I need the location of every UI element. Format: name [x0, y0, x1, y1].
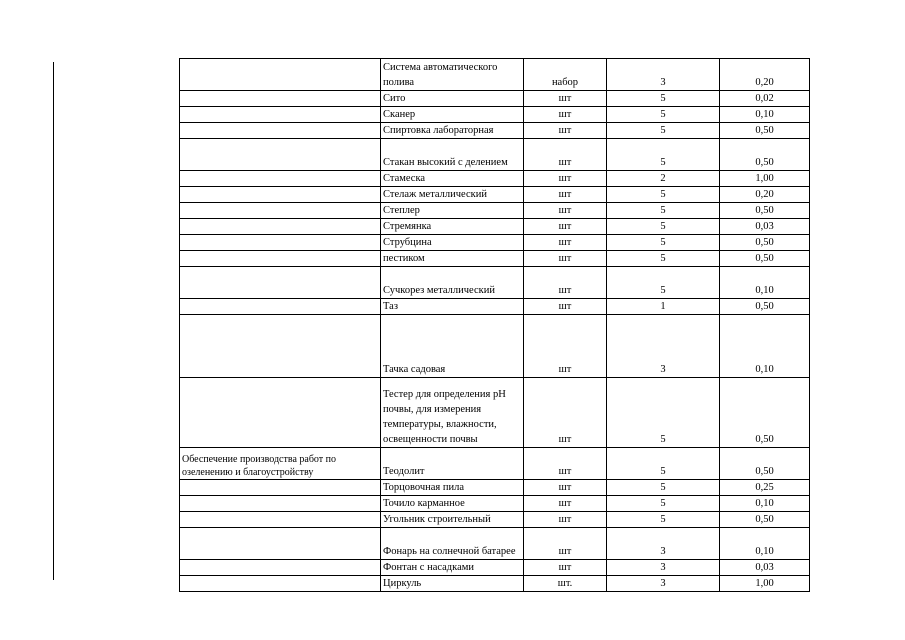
- unit-cell: шт: [524, 123, 607, 139]
- item-name-cell: Сучкорез металлический: [381, 267, 524, 299]
- item-name-cell: Сито: [381, 91, 524, 107]
- inventory-table-body: [180, 59, 810, 592]
- table-row: [180, 512, 810, 528]
- table-row: [180, 59, 810, 91]
- section-cell: [180, 560, 381, 576]
- norm-cell: 0,03: [720, 219, 810, 235]
- quantity-cell: 5: [607, 107, 720, 123]
- unit-cell: шт: [524, 448, 607, 480]
- norm-cell: 0,25: [720, 480, 810, 496]
- norm-cell: 0,50: [720, 299, 810, 315]
- item-name-cell: Стремянка: [381, 219, 524, 235]
- section-cell: Обеспечение производства работ по озеленению и благоустройству: [180, 448, 381, 480]
- quantity-cell: 5: [607, 139, 720, 171]
- norm-cell: 0,10: [720, 315, 810, 378]
- norm-cell: 0,20: [720, 187, 810, 203]
- quantity-cell: 5: [607, 378, 720, 448]
- item-name-cell: Точило карманное: [381, 496, 524, 512]
- section-cell: [180, 576, 381, 592]
- table-row: [180, 203, 810, 219]
- quantity-cell: 3: [607, 560, 720, 576]
- item-name-cell: Таз: [381, 299, 524, 315]
- item-name-cell: Стамеска: [381, 171, 524, 187]
- unit-cell: шт: [524, 203, 607, 219]
- table-row: [180, 91, 810, 107]
- table-row: [180, 139, 810, 171]
- section-cell: [180, 267, 381, 299]
- norm-cell: 0,50: [720, 251, 810, 267]
- section-cell: [180, 251, 381, 267]
- item-name-cell: Степлер: [381, 203, 524, 219]
- unit-cell: шт: [524, 528, 607, 560]
- norm-cell: 0,50: [720, 123, 810, 139]
- quantity-cell: 2: [607, 171, 720, 187]
- section-cell: [180, 315, 381, 378]
- unit-cell: шт: [524, 219, 607, 235]
- quantity-cell: 3: [607, 576, 720, 592]
- norm-cell: 0,10: [720, 496, 810, 512]
- quantity-cell: 5: [607, 251, 720, 267]
- unit-cell: шт: [524, 512, 607, 528]
- section-cell: [180, 107, 381, 123]
- item-name-cell: Сканер: [381, 107, 524, 123]
- unit-cell: шт: [524, 187, 607, 203]
- norm-cell: 0,50: [720, 512, 810, 528]
- norm-cell: 1,00: [720, 576, 810, 592]
- table-row: [180, 560, 810, 576]
- section-cell: [180, 219, 381, 235]
- item-name-cell: Стакан высокий с делением: [381, 139, 524, 171]
- quantity-cell: 5: [607, 91, 720, 107]
- table-row: [180, 480, 810, 496]
- norm-cell: 0,50: [720, 203, 810, 219]
- unit-cell: шт: [524, 251, 607, 267]
- norm-cell: 0,03: [720, 560, 810, 576]
- table-row: [180, 219, 810, 235]
- norm-cell: 1,00: [720, 171, 810, 187]
- inventory-table: [179, 58, 810, 592]
- quantity-cell: 3: [607, 315, 720, 378]
- item-name-cell: Торцовочная пила: [381, 480, 524, 496]
- unit-cell: набор: [524, 59, 607, 91]
- table-row: [180, 299, 810, 315]
- quantity-cell: 5: [607, 219, 720, 235]
- table-row: [180, 448, 810, 480]
- table-row: [180, 576, 810, 592]
- table-row: [180, 496, 810, 512]
- table-row: [180, 107, 810, 123]
- section-cell: [180, 187, 381, 203]
- quantity-cell: 5: [607, 512, 720, 528]
- unit-cell: шт.: [524, 576, 607, 592]
- item-name-cell: пестиком: [381, 251, 524, 267]
- norm-cell: 0,50: [720, 448, 810, 480]
- unit-cell: шт: [524, 315, 607, 378]
- unit-cell: шт: [524, 378, 607, 448]
- section-cell: [180, 203, 381, 219]
- section-cell: [180, 480, 381, 496]
- norm-cell: 0,20: [720, 59, 810, 91]
- section-cell: [180, 528, 381, 560]
- table-row: [180, 235, 810, 251]
- norm-cell: 0,10: [720, 107, 810, 123]
- unit-cell: шт: [524, 299, 607, 315]
- table-row: [180, 378, 810, 448]
- section-cell: [180, 512, 381, 528]
- quantity-cell: 3: [607, 528, 720, 560]
- unit-cell: шт: [524, 235, 607, 251]
- unit-cell: шт: [524, 139, 607, 171]
- section-cell: [180, 123, 381, 139]
- table-row: [180, 528, 810, 560]
- item-name-cell: Тачка садовая: [381, 315, 524, 378]
- norm-cell: 0,50: [720, 235, 810, 251]
- item-name-cell: Циркуль: [381, 576, 524, 592]
- norm-cell: 0,10: [720, 528, 810, 560]
- item-name-cell: Струбцина: [381, 235, 524, 251]
- section-cell: [180, 496, 381, 512]
- item-name-cell: Теодолит: [381, 448, 524, 480]
- table-row: [180, 315, 810, 378]
- section-cell: [180, 59, 381, 91]
- unit-cell: шт: [524, 480, 607, 496]
- quantity-cell: 3: [607, 59, 720, 91]
- quantity-cell: 5: [607, 123, 720, 139]
- table-row: [180, 171, 810, 187]
- table-row: [180, 123, 810, 139]
- section-cell: [180, 139, 381, 171]
- unit-cell: шт: [524, 171, 607, 187]
- unit-cell: шт: [524, 267, 607, 299]
- quantity-cell: 5: [607, 187, 720, 203]
- quantity-cell: 5: [607, 235, 720, 251]
- norm-cell: 0,50: [720, 139, 810, 171]
- quantity-cell: 1: [607, 299, 720, 315]
- table-row: [180, 187, 810, 203]
- section-cell: [180, 235, 381, 251]
- page-margin-line: [53, 62, 54, 580]
- quantity-cell: 5: [607, 267, 720, 299]
- item-name-cell: Система автоматического полива: [381, 59, 524, 91]
- section-cell: [180, 378, 381, 448]
- item-name-cell: Угольник строительный: [381, 512, 524, 528]
- unit-cell: шт: [524, 91, 607, 107]
- quantity-cell: 5: [607, 496, 720, 512]
- norm-cell: 0,50: [720, 378, 810, 448]
- quantity-cell: 5: [607, 480, 720, 496]
- section-cell: [180, 299, 381, 315]
- norm-cell: 0,10: [720, 267, 810, 299]
- table-row: [180, 267, 810, 299]
- item-name-cell: Спиртовка лабораторная: [381, 123, 524, 139]
- unit-cell: шт: [524, 107, 607, 123]
- norm-cell: 0,02: [720, 91, 810, 107]
- quantity-cell: 5: [607, 203, 720, 219]
- item-name-cell: Фонарь на солнечной батарее: [381, 528, 524, 560]
- quantity-cell: 5: [607, 448, 720, 480]
- item-name-cell: Фонтан с насадками: [381, 560, 524, 576]
- item-name-cell: Стелаж металлический: [381, 187, 524, 203]
- unit-cell: шт: [524, 496, 607, 512]
- section-cell: [180, 171, 381, 187]
- table-row: [180, 251, 810, 267]
- section-cell: [180, 91, 381, 107]
- unit-cell: шт: [524, 560, 607, 576]
- item-name-cell: Тестер для определения рН почвы, для измерения температуры, влажности, освещенности почвы: [381, 378, 524, 448]
